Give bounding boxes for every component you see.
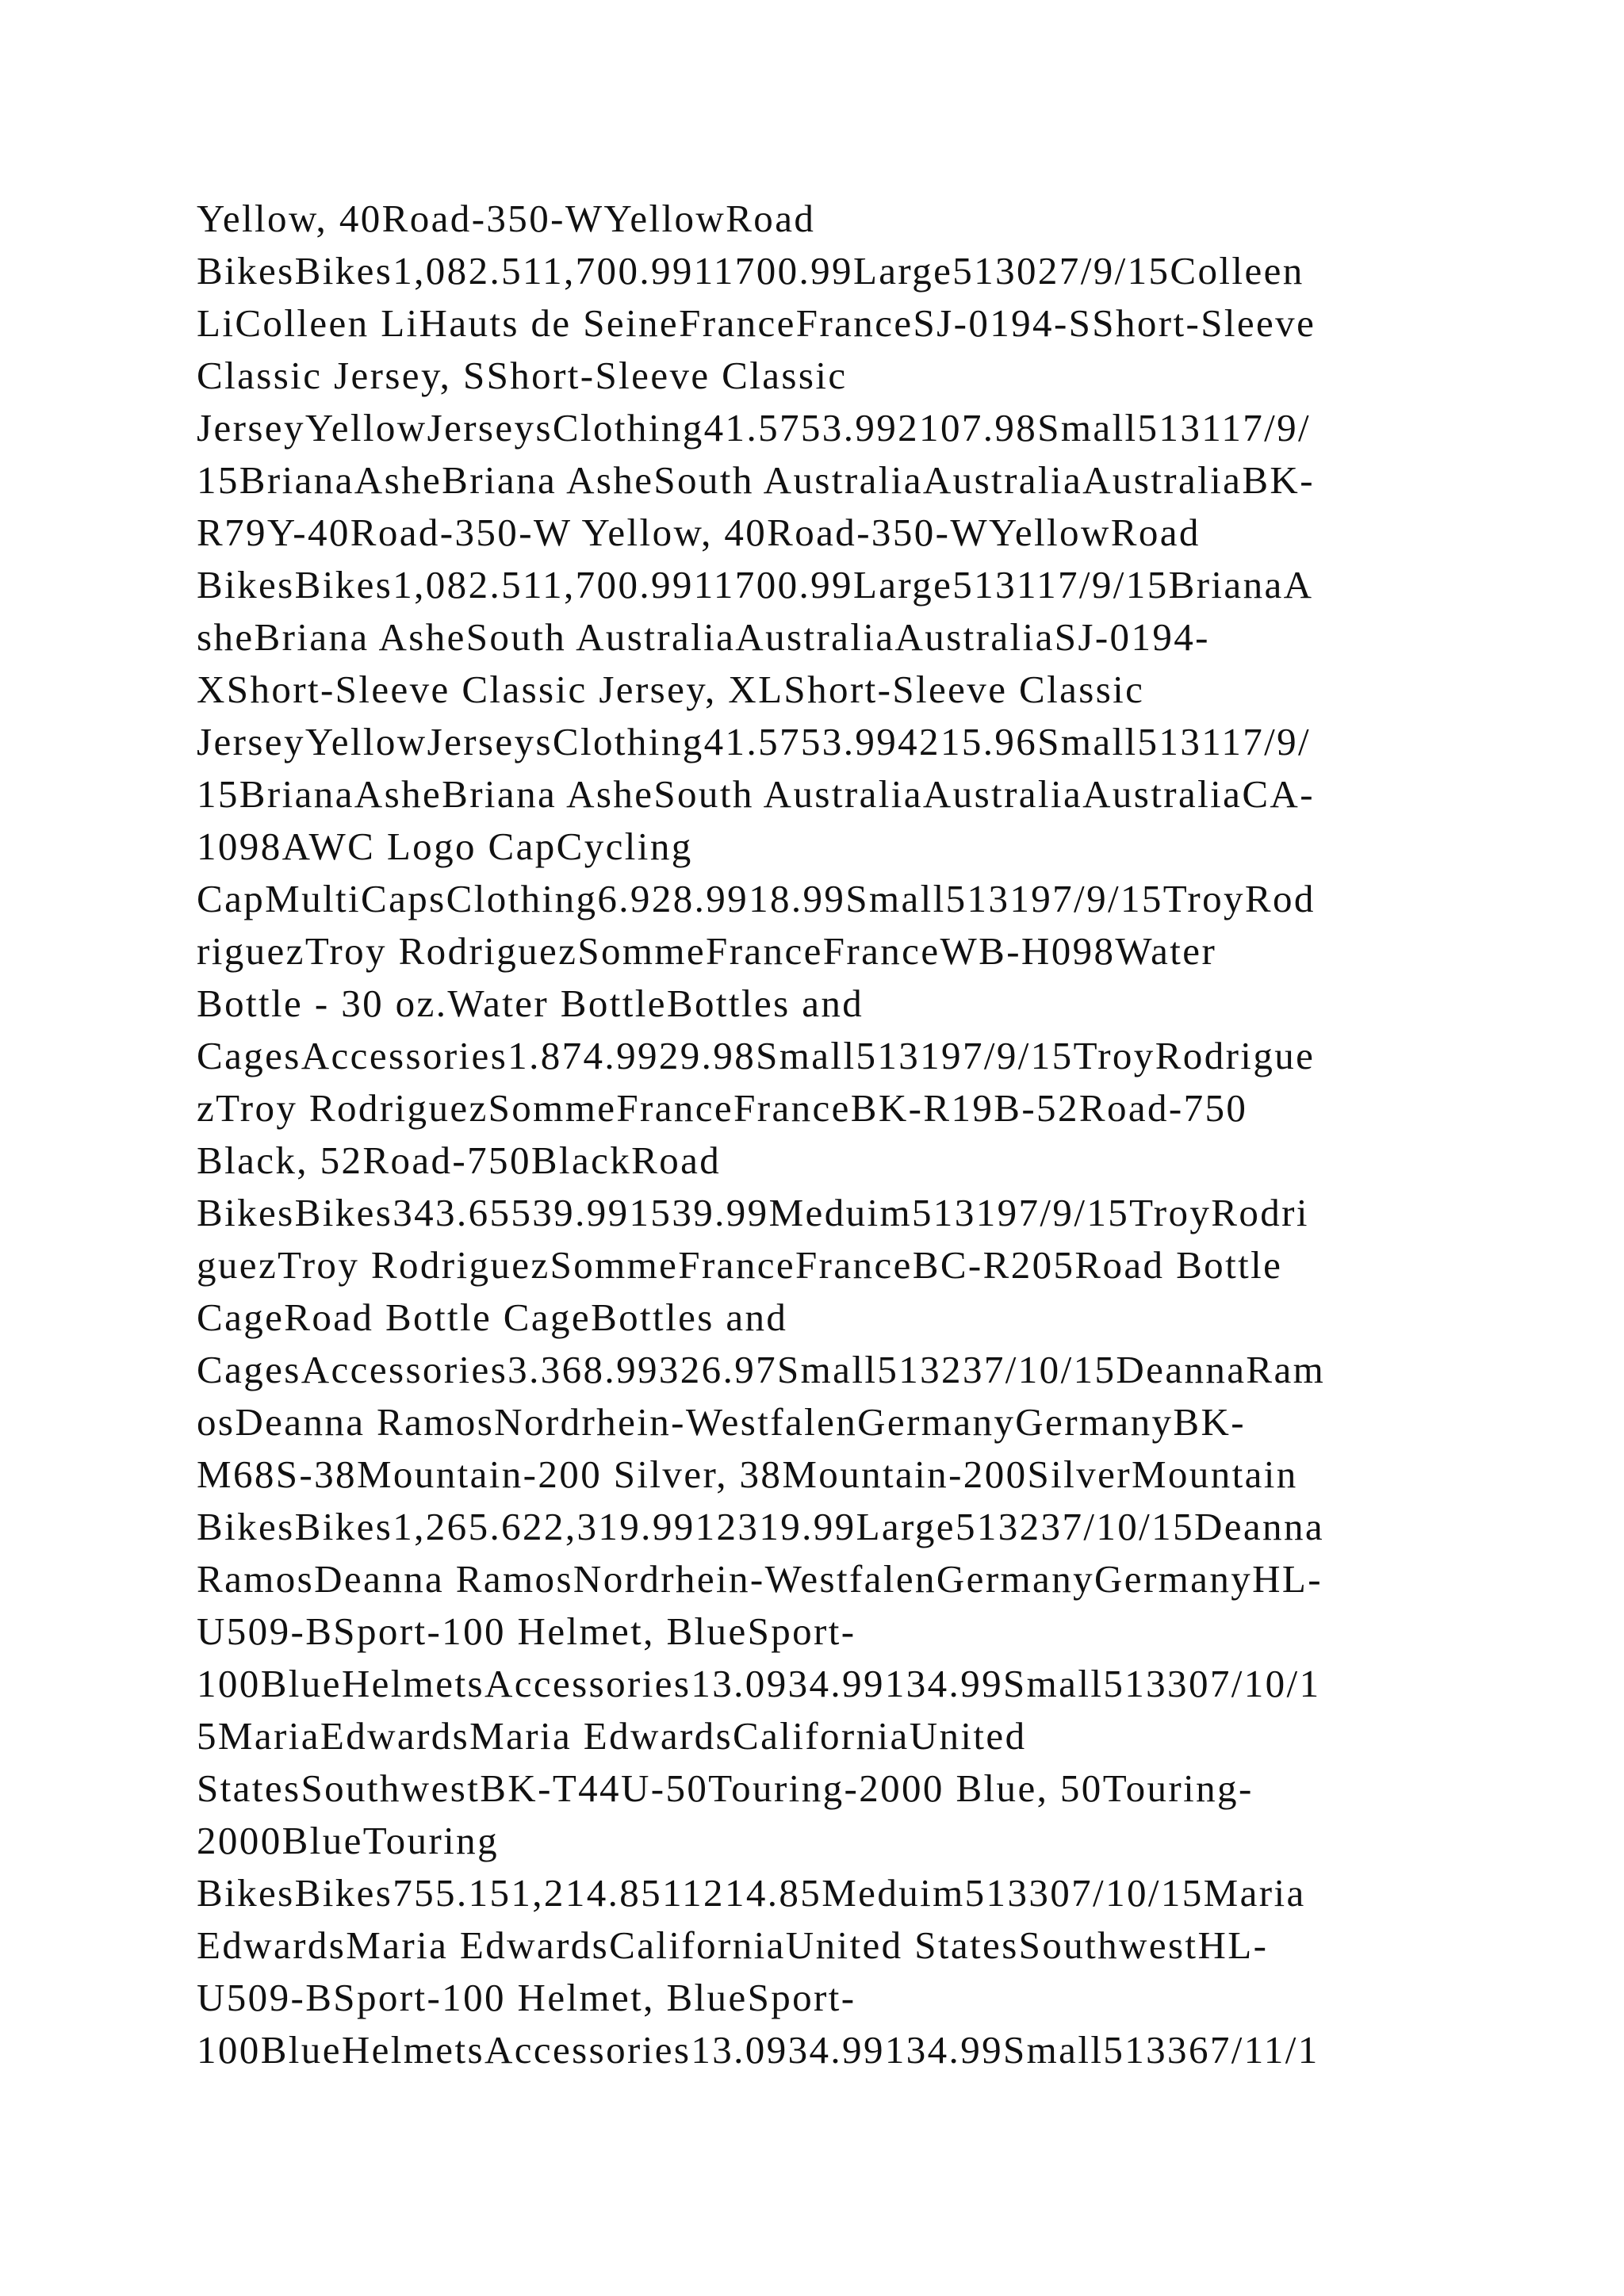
text-line: Black, 52Road-750BlackRoad <box>197 1138 722 1182</box>
text-line: riguezTroy RodriguezSommeFranceFranceWB-H098Water <box>197 929 1217 973</box>
text-line: CageRoad Bottle CageBottles and <box>197 1295 788 1339</box>
text-line: 2000BlueTouring <box>197 1819 499 1862</box>
text-line: 15BrianaAsheBriana AsheSouth AustraliaAustraliaAustraliaBK- <box>197 458 1315 502</box>
text-line: BikesBikes1,082.511,700.9911700.99Large513027/9/15Colleen <box>197 249 1304 293</box>
text-line: M68S-38Mountain-200 Silver, 38Mountain-200SilverMountain <box>197 1452 1298 1496</box>
text-line: guezTroy RodriguezSommeFranceFranceBC-R205Road Bottle <box>197 1243 1283 1287</box>
text-line: 1098AWC Logo CapCycling <box>197 825 693 868</box>
text-line: Yellow, 40Road-350-WYellowRoad <box>197 197 816 240</box>
text-line: StatesSouthwestBK-T44U-50Touring-2000 Blue, 50Touring- <box>197 1766 1254 1810</box>
text-line: Classic Jersey, SShort-Sleeve Classic <box>197 354 848 397</box>
document-text-block <box>197 193 1465 2076</box>
text-line: U509-BSport-100 Helmet, BlueSport- <box>197 1976 856 2019</box>
text-line: XShort-Sleeve Classic Jersey, XLShort-Sleeve Classic <box>197 668 1145 711</box>
text-line: CapMultiCapsClothing6.928.9918.99Small513197/9/15TroyRod <box>197 877 1316 920</box>
text-line: 15BrianaAsheBriana AsheSouth AustraliaAustraliaAustraliaCA- <box>197 772 1315 816</box>
text-line: JerseyYellowJerseysClothing41.5753.994215.96Small513117/9/ <box>197 720 1312 763</box>
text-line: EdwardsMaria EdwardsCaliforniaUnited StatesSouthwestHL- <box>197 1923 1269 1967</box>
text-line: BikesBikes755.151,214.8511214.85Meduim513307/10/15Maria <box>197 1871 1306 1915</box>
text-line: 100BlueHelmetsAccessories13.0934.99134.99Small513307/10/1 <box>197 1662 1321 1705</box>
text-line: LiColleen LiHauts de SeineFranceFranceSJ-0194-SShort-Sleeve <box>197 301 1316 345</box>
text-line: JerseyYellowJerseysClothing41.5753.992107.98Small513117/9/ <box>197 406 1312 450</box>
text-line: BikesBikes1,082.511,700.9911700.99Large513117/9/15BrianaA <box>197 563 1314 607</box>
text-line: 100BlueHelmetsAccessories13.0934.99134.99Small513367/11/1 <box>197 2028 1320 2072</box>
text-line: osDeanna RamosNordrhein-WestfalenGermanyGermanyBK- <box>197 1400 1246 1444</box>
text-line: zTroy RodriguezSommeFranceFranceBK-R19B-52Road-750 <box>197 1086 1248 1130</box>
text-line: RamosDeanna RamosNordrhein-WestfalenGermanyGermanyHL- <box>197 1557 1323 1601</box>
text-line: U509-BSport-100 Helmet, BlueSport- <box>197 1609 856 1653</box>
text-line: CagesAccessories1.874.9929.98Small513197/9/15TroyRodrigue <box>197 1034 1316 1077</box>
text-line: 5MariaEdwardsMaria EdwardsCaliforniaUnited <box>197 1714 1027 1758</box>
text-line: CagesAccessories3.368.99326.97Small513237/10/15DeannaRam <box>197 1348 1326 1391</box>
text-line: Bottle - 30 oz.Water BottleBottles and <box>197 982 864 1025</box>
text-line: sheBriana AsheSouth AustraliaAustraliaAustraliaSJ-0194- <box>197 615 1210 659</box>
text-line: R79Y-40Road-350-W Yellow, 40Road-350-WYellowRoad <box>197 511 1201 554</box>
text-line: BikesBikes343.65539.991539.99Meduim513197/9/15TroyRodri <box>197 1191 1309 1234</box>
text-line: BikesBikes1,265.622,319.9912319.99Large513237/10/15Deanna <box>197 1505 1324 1548</box>
